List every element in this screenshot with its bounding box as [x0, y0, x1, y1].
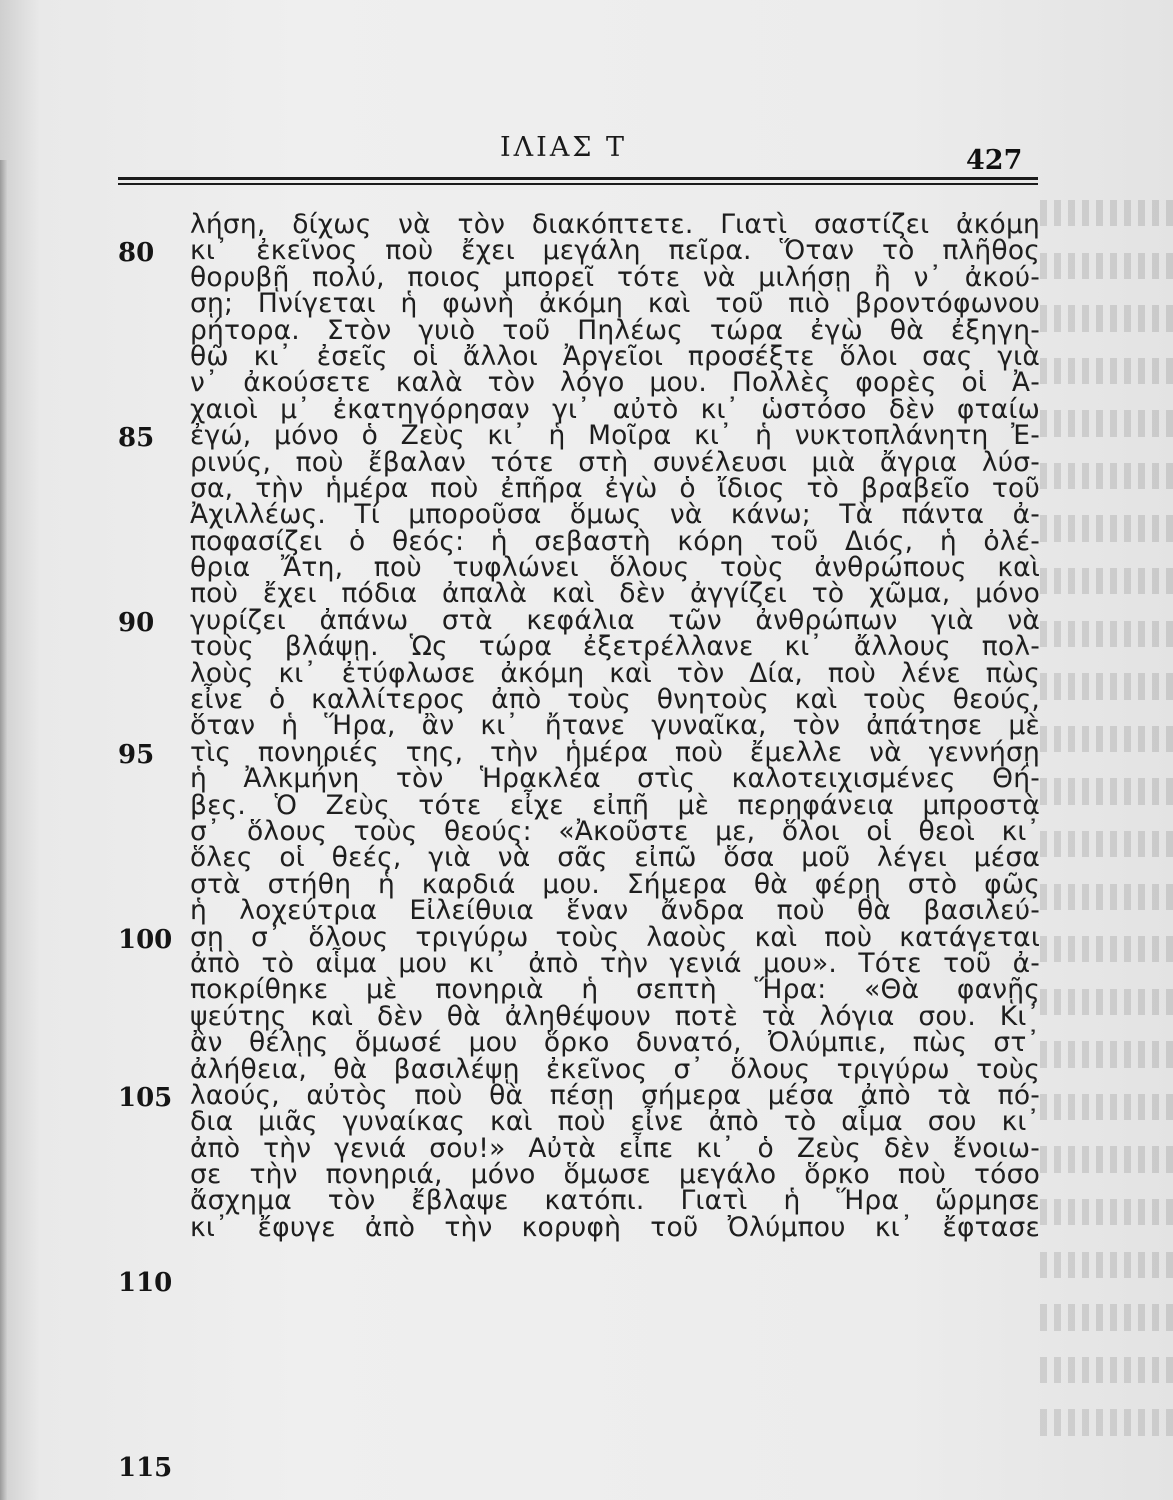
text-line: λοὺς κι᾿ ἐτύφλωσε ἀκόμη καὶ τὸν Δία, ποὺ λένε πὼς	[190, 657, 1040, 689]
text-line: ἀλήθεια, θὰ βασιλέψῃ ἐκεῖνος σ᾿ ὅλους τριγύρω τοὺς	[190, 1053, 1040, 1085]
header-rule-thick	[118, 177, 1038, 180]
text-line: κι᾿ ἔφυγε ἀπὸ τὴν κορυφὴ τοῦ Ὀλύμπου κι᾿ ἔφτασε	[190, 1211, 1040, 1243]
text-line: ἀπὸ τὴν γενιά σου!» Αὐτὰ εἶπε κι᾿ ὁ Ζεὺς δὲν ἔνοιω-	[190, 1132, 1040, 1164]
text-line: γυρίζει ἀπάνω στὰ κεφάλια τῶν ἀνθρώπων γιὰ νὰ	[190, 604, 1040, 636]
text-line: ὅλες οἱ θεές, γιὰ νὰ σᾶς εἰπῶ ὅσα μοῦ λέγει μέσα	[190, 842, 1040, 874]
text-line: θῶ κι᾿ ἐσεῖς οἱ ἄλλοι Ἀργεῖοι προσέξτε ὅλοι σας γιὰ	[190, 340, 1040, 372]
text-line: ἄσχημα τὸν ἔβλαψε κατόπι. Γιατὶ ἡ Ἥρα ὥρμησε	[190, 1185, 1040, 1217]
verse-number-80: 80	[118, 238, 155, 269]
text-line: ἡ Ἀλκμήνη τὸν Ἡρακλέα στὶς καλοτειχισμένες Θή-	[190, 763, 1040, 795]
text-line: κι᾿ ἐκεῖνος ποὺ ἔχει μεγάλη πεῖρα. Ὅταν τὸ πλῆθος	[190, 235, 1040, 267]
facing-page-bleed-through	[1040, 200, 1173, 1460]
text-line: ἀπὸ τὸ αἷμα μου κι᾿ ἀπὸ τὴν γενιά μου». Τότε τοῦ ἀ-	[190, 947, 1040, 979]
text-line: τὶς πονηριές της, τὴν ἡμέρα ποὺ ἔμελλε νὰ γεννήσῃ	[190, 736, 1040, 768]
text-line: ρινύς, ποὺ ἔβαλαν τότε στὴ συνέλευσι μιὰ ἄγρια λύσ-	[190, 446, 1040, 478]
text-line: λαούς, αὐτὸς ποὺ θὰ πέσῃ σήμερα μέσα ἀπὸ τὰ πό-	[190, 1079, 1040, 1111]
verse-number-95: 95	[118, 740, 155, 770]
text-line: λήση, δίχως νὰ τὸν διακόπτετε. Γιατὶ σαστίζει ἀκόμη	[190, 209, 1040, 240]
verse-number-110: 110	[118, 1268, 173, 1298]
body-text	[190, 209, 1040, 1243]
text-line: σῃ; Πνίγεται ἡ φωνὴ ἀκόμη καὶ τοῦ πιὸ βροντόφωνου	[190, 288, 1040, 320]
text-line: ποφασίζει ὁ θεός: ἡ σεβαστὴ κόρη τοῦ Διός, ἡ ὀλέ-	[190, 525, 1040, 557]
text-line: ποὺ ἔχει πόδια ἀπαλὰ καὶ δὲν ἀγγίζει τὸ χῶμα, μόνο	[190, 578, 1040, 610]
text-line: εἶνε ὁ καλλίτερος ἀπὸ τοὺς θνητοὺς καὶ τοὺς θεούς,	[190, 684, 1040, 716]
text-line: σα, τὴν ἡμέρα ποὺ ἐπῆρα ἐγὼ ὁ ἴδιος τὸ βραβεῖο τοῦ	[190, 472, 1040, 504]
text-line: στὰ στήθη ἡ καρδιά μου. Σήμερα θὰ φέρῃ στὸ φῶς	[190, 868, 1040, 900]
text-line: βες. Ὁ Ζεὺς τότε εἶχε εἰπῆ μὲ περηφάνεια μπροστὰ	[190, 789, 1040, 821]
text-line: ἂν θέλῃς ὅμωσέ μου ὅρκο δυνατό, Ὀλύμπιε, πὼς στ᾿	[190, 1027, 1040, 1059]
text-line: ν᾿ ἀκούσετε καλὰ τὸν λόγο μου. Πολλὲς φορὲς οἱ Ἀ-	[190, 367, 1040, 399]
verse-number-100: 100	[118, 924, 173, 955]
text-line: σε τὴν πονηριά, μόνο ὅμωσε μεγάλο ὅρκο ποὺ τόσο	[190, 1159, 1040, 1191]
text-line: ποκρίθηκε μὲ πονηριὰ ἡ σεπτὴ Ἥρα: «Θὰ φανῇς	[190, 974, 1040, 1006]
verse-number-105: 105	[118, 1083, 173, 1114]
verse-number-115: 115	[118, 1452, 173, 1483]
text-line: δια μιᾶς γυναίκας καὶ ποὺ εἶνε ἀπὸ τὸ αἷμα σου κι᾿	[190, 1106, 1040, 1138]
text-line: τοὺς βλάψῃ. Ὡς τώρα ἐξετρέλλανε κι᾿ ἄλλους πολ-	[190, 631, 1040, 663]
text-line: θορυβῇ πολύ, ποιος μπορεῖ τότε νὰ μιλήσῃ ἢ ν᾿ ἀκού-	[190, 261, 1040, 293]
page-number: 427	[966, 145, 1023, 176]
text-line: Ἀχιλλέως. Τί μποροῦσα ὅμως νὰ κάνω; Τὰ πάντα ἀ-	[190, 499, 1040, 531]
text-line: ψεύτης καὶ δὲν θὰ ἀληθέψουν ποτὲ τὰ λόγια σου. Κι᾿	[190, 1000, 1040, 1032]
header-rule-thin	[118, 183, 1038, 185]
running-title: ΙΛΙΑΣ Τ	[500, 132, 628, 163]
verse-number-90: 90	[118, 608, 155, 638]
text-line: θρια Ἄτη, ποὺ τυφλώνει ὅλους τοὺς ἀνθρώπους καὶ	[190, 552, 1040, 584]
text-line: ρήτορα. Στὸν γυιὸ τοῦ Πηλέως τώρα ἐγὼ θὰ ἐξηγη-	[190, 314, 1040, 346]
text-line: ἐγώ, μόνο ὁ Ζεὺς κι᾿ ἡ Μοῖρα κι᾿ ἡ νυκτοπλάνητη Ἐ-	[190, 420, 1040, 452]
text-line: ἡ λοχεύτρια Εἰλείθυια ἕναν ἄνδρα ποὺ θὰ βασιλεύ-	[190, 895, 1040, 927]
text-line: σ᾿ ὅλους τοὺς θεούς: «Ἀκοῦστε με, ὅλοι οἱ θεοὶ κι᾿	[190, 815, 1040, 847]
text-line: σῃ σ᾿ ὅλους τριγύρω τοὺς λαοὺς καὶ ποὺ κατάγεται	[190, 921, 1040, 953]
text-line: ὅταν ἡ Ἥρα, ἂν κι᾿ ἤτανε γυναῖκα, τὸν ἀπάτησε μὲ	[190, 710, 1040, 742]
verse-number-85: 85	[118, 423, 155, 454]
page-gutter-shadow	[0, 160, 8, 1500]
text-line: χαιοὶ μ᾿ ἐκατηγόρησαν γι᾿ αὐτὸ κι᾿ ὡστόσο δὲν φταίω	[190, 393, 1040, 425]
